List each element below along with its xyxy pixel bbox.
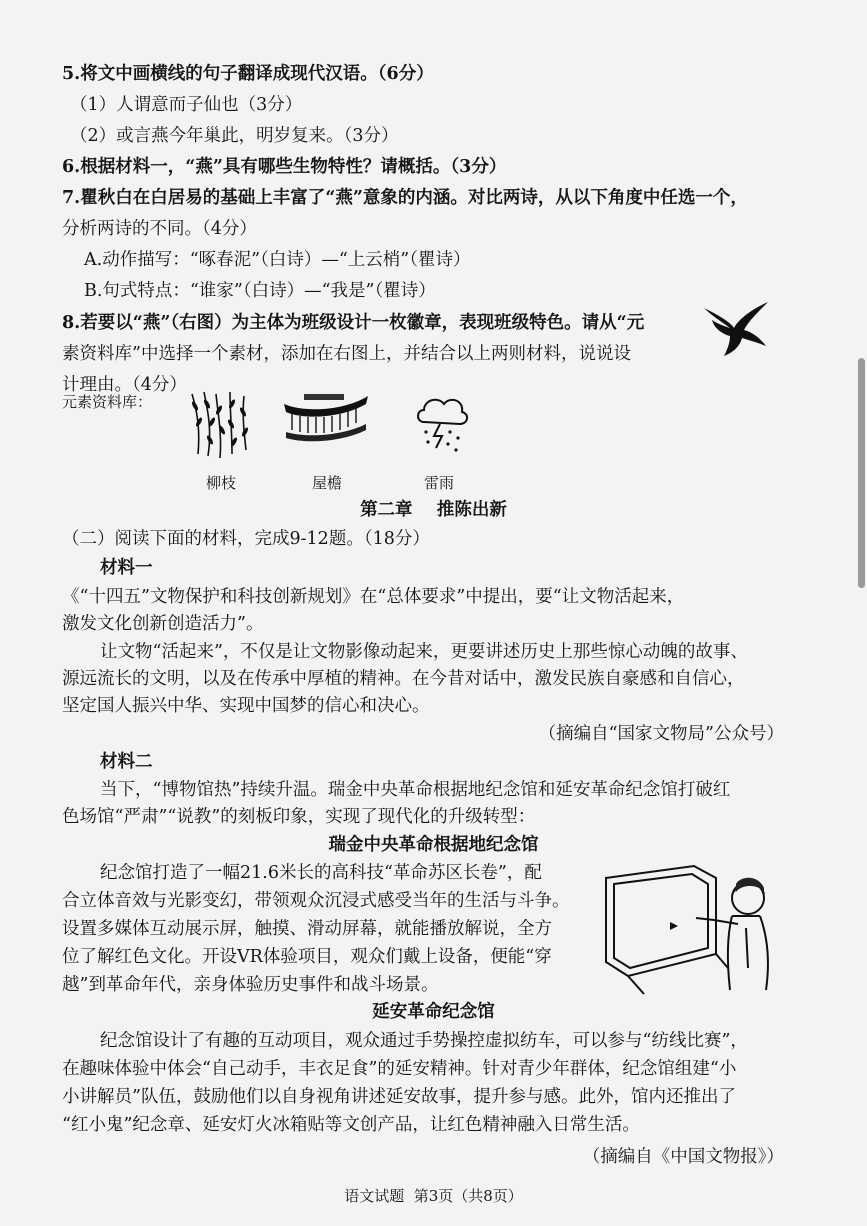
page-footer: 语文试题 第3页（共8页） bbox=[344, 1187, 523, 1205]
eaves-illustration bbox=[282, 390, 370, 450]
yanan-heading: 延安革命纪念馆 bbox=[372, 1002, 495, 1022]
question-5-item-2: （2）或言燕今年巢此，明岁复来。（3分） bbox=[70, 126, 399, 146]
library-item-eaves: 屋檐 bbox=[312, 474, 343, 492]
swallow-illustration bbox=[700, 298, 772, 360]
ruijin-heading: 瑞金中央革命根据地纪念馆 bbox=[328, 835, 539, 855]
material-1-text: 让文物“活起来”，不仅是让文物影像动起来，更要讲述历史上那些惊心动魄的故事、 bbox=[100, 642, 748, 662]
ruijin-text: 纪念馆打造了一幅21.6米长的高科技“革命苏区长卷”，配 bbox=[100, 863, 542, 883]
material-1-source: （摘编自“国家文物局”公众号） bbox=[538, 724, 784, 744]
question-7-line-2: 分析两诗的不同。（4分） bbox=[62, 219, 257, 239]
material-2-text: 色场馆“严肃”“说教”的刻板印象，实现了现代化的升级转型： bbox=[62, 807, 536, 827]
question-8-line-3: 计理由。（4分） bbox=[62, 375, 187, 395]
thunderstorm-illustration bbox=[414, 392, 470, 456]
material-1-text: 源远流长的文明，以及在传承中厚植的精神。在今昔对话中，激发民族自豪感和自信心， bbox=[62, 669, 745, 689]
yanan-text: “红小鬼”纪念章、延安灯火冰箱贴等文创产品，让红色精神融入日常生活。 bbox=[62, 1115, 640, 1135]
question-6: 6.根据材料一，“燕”具有哪些生物特性？请概括。（3分） bbox=[62, 157, 507, 177]
ruijin-text: 设置多媒体互动展示屏，触摸、滑动屏幕，就能播放解说，全方 bbox=[62, 919, 552, 939]
ruijin-text: 位了解红色文化。开设VR体验项目，观众们戴上设备，便能“穿 bbox=[62, 947, 552, 967]
library-item-willow: 柳枝 bbox=[206, 474, 237, 492]
material-1-text: 坚定国人振兴中华、实现中国梦的信心和决心。 bbox=[62, 696, 430, 716]
question-7-option-a: A.动作描写：“啄春泥”（白诗）—“上云梢”（瞿诗） bbox=[84, 250, 471, 270]
interactive-screen-illustration bbox=[598, 858, 784, 996]
question-7-line-1: 7.瞿秋白在白居易的基础上丰富了“燕”意象的内涵。对比两诗，从以下角度中任选一个， bbox=[62, 188, 748, 208]
ruijin-text: 越”到革命年代，亲身体验历史事件和战斗场景。 bbox=[62, 975, 439, 995]
library-title: 元素资料库： bbox=[62, 393, 153, 411]
material-2-source: （摘编自《中国文物报》） bbox=[582, 1147, 784, 1167]
chapter-title: 第二章 推陈出新 bbox=[360, 500, 507, 520]
question-7-option-b: B.句式特点：“谁家”（白诗）—“我是”（瞿诗） bbox=[84, 281, 436, 301]
section-intro: （二）阅读下面的材料，完成9-12题。（18分） bbox=[62, 529, 430, 549]
material-1-text: 《“十四五”文物保护和科技创新规划》在“总体要求”中提出，要“让文物活起来， bbox=[62, 587, 685, 607]
material-2-title: 材料二 bbox=[100, 752, 153, 772]
material-1-title: 材料一 bbox=[100, 558, 153, 578]
library-item-thunderstorm: 雷雨 bbox=[424, 474, 455, 492]
question-5-item-1: （1）人谓意而子仙也（3分） bbox=[70, 95, 303, 115]
material-2-text: 当下，“博物馆热”持续升温。瑞金中央革命根据地纪念馆和延安革命纪念馆打破红 bbox=[100, 780, 731, 800]
yanan-text: 在趣味体验中体会“自己动手，丰衣足食”的延安精神。针对青少年群体，纪念馆组建“小 bbox=[62, 1059, 737, 1079]
material-1-text: 激发文化创新创造活力”。 bbox=[62, 614, 264, 634]
question-8-line-2: 素资料库”中选择一个素材，添加在右图上，并结合以上两则材料，说说设 bbox=[62, 344, 631, 364]
willow-branch-illustration bbox=[186, 388, 258, 460]
question-8-line-1: 8.若要以“燕”（右图）为主体为班级设计一枚徽章，表现班级特色。请从“元 bbox=[62, 313, 645, 333]
ruijin-text: 合立体音效与光影变幻，带领观众沉浸式感受当年的生活与斗争。 bbox=[62, 891, 570, 911]
scrollbar-thumb[interactable] bbox=[858, 358, 865, 588]
question-5: 5.将文中画横线的句子翻译成现代汉语。（6分） bbox=[62, 64, 434, 84]
scrollbar[interactable] bbox=[855, 0, 867, 1226]
yanan-text: 小讲解员”队伍，鼓励他们以自身视角讲述延安故事，提升参与感。此外，馆内还推出了 bbox=[62, 1087, 736, 1107]
yanan-text: 纪念馆设计了有趣的互动项目，观众通过手势操控虚拟纺车，可以参与“纺线比赛”， bbox=[100, 1031, 748, 1051]
